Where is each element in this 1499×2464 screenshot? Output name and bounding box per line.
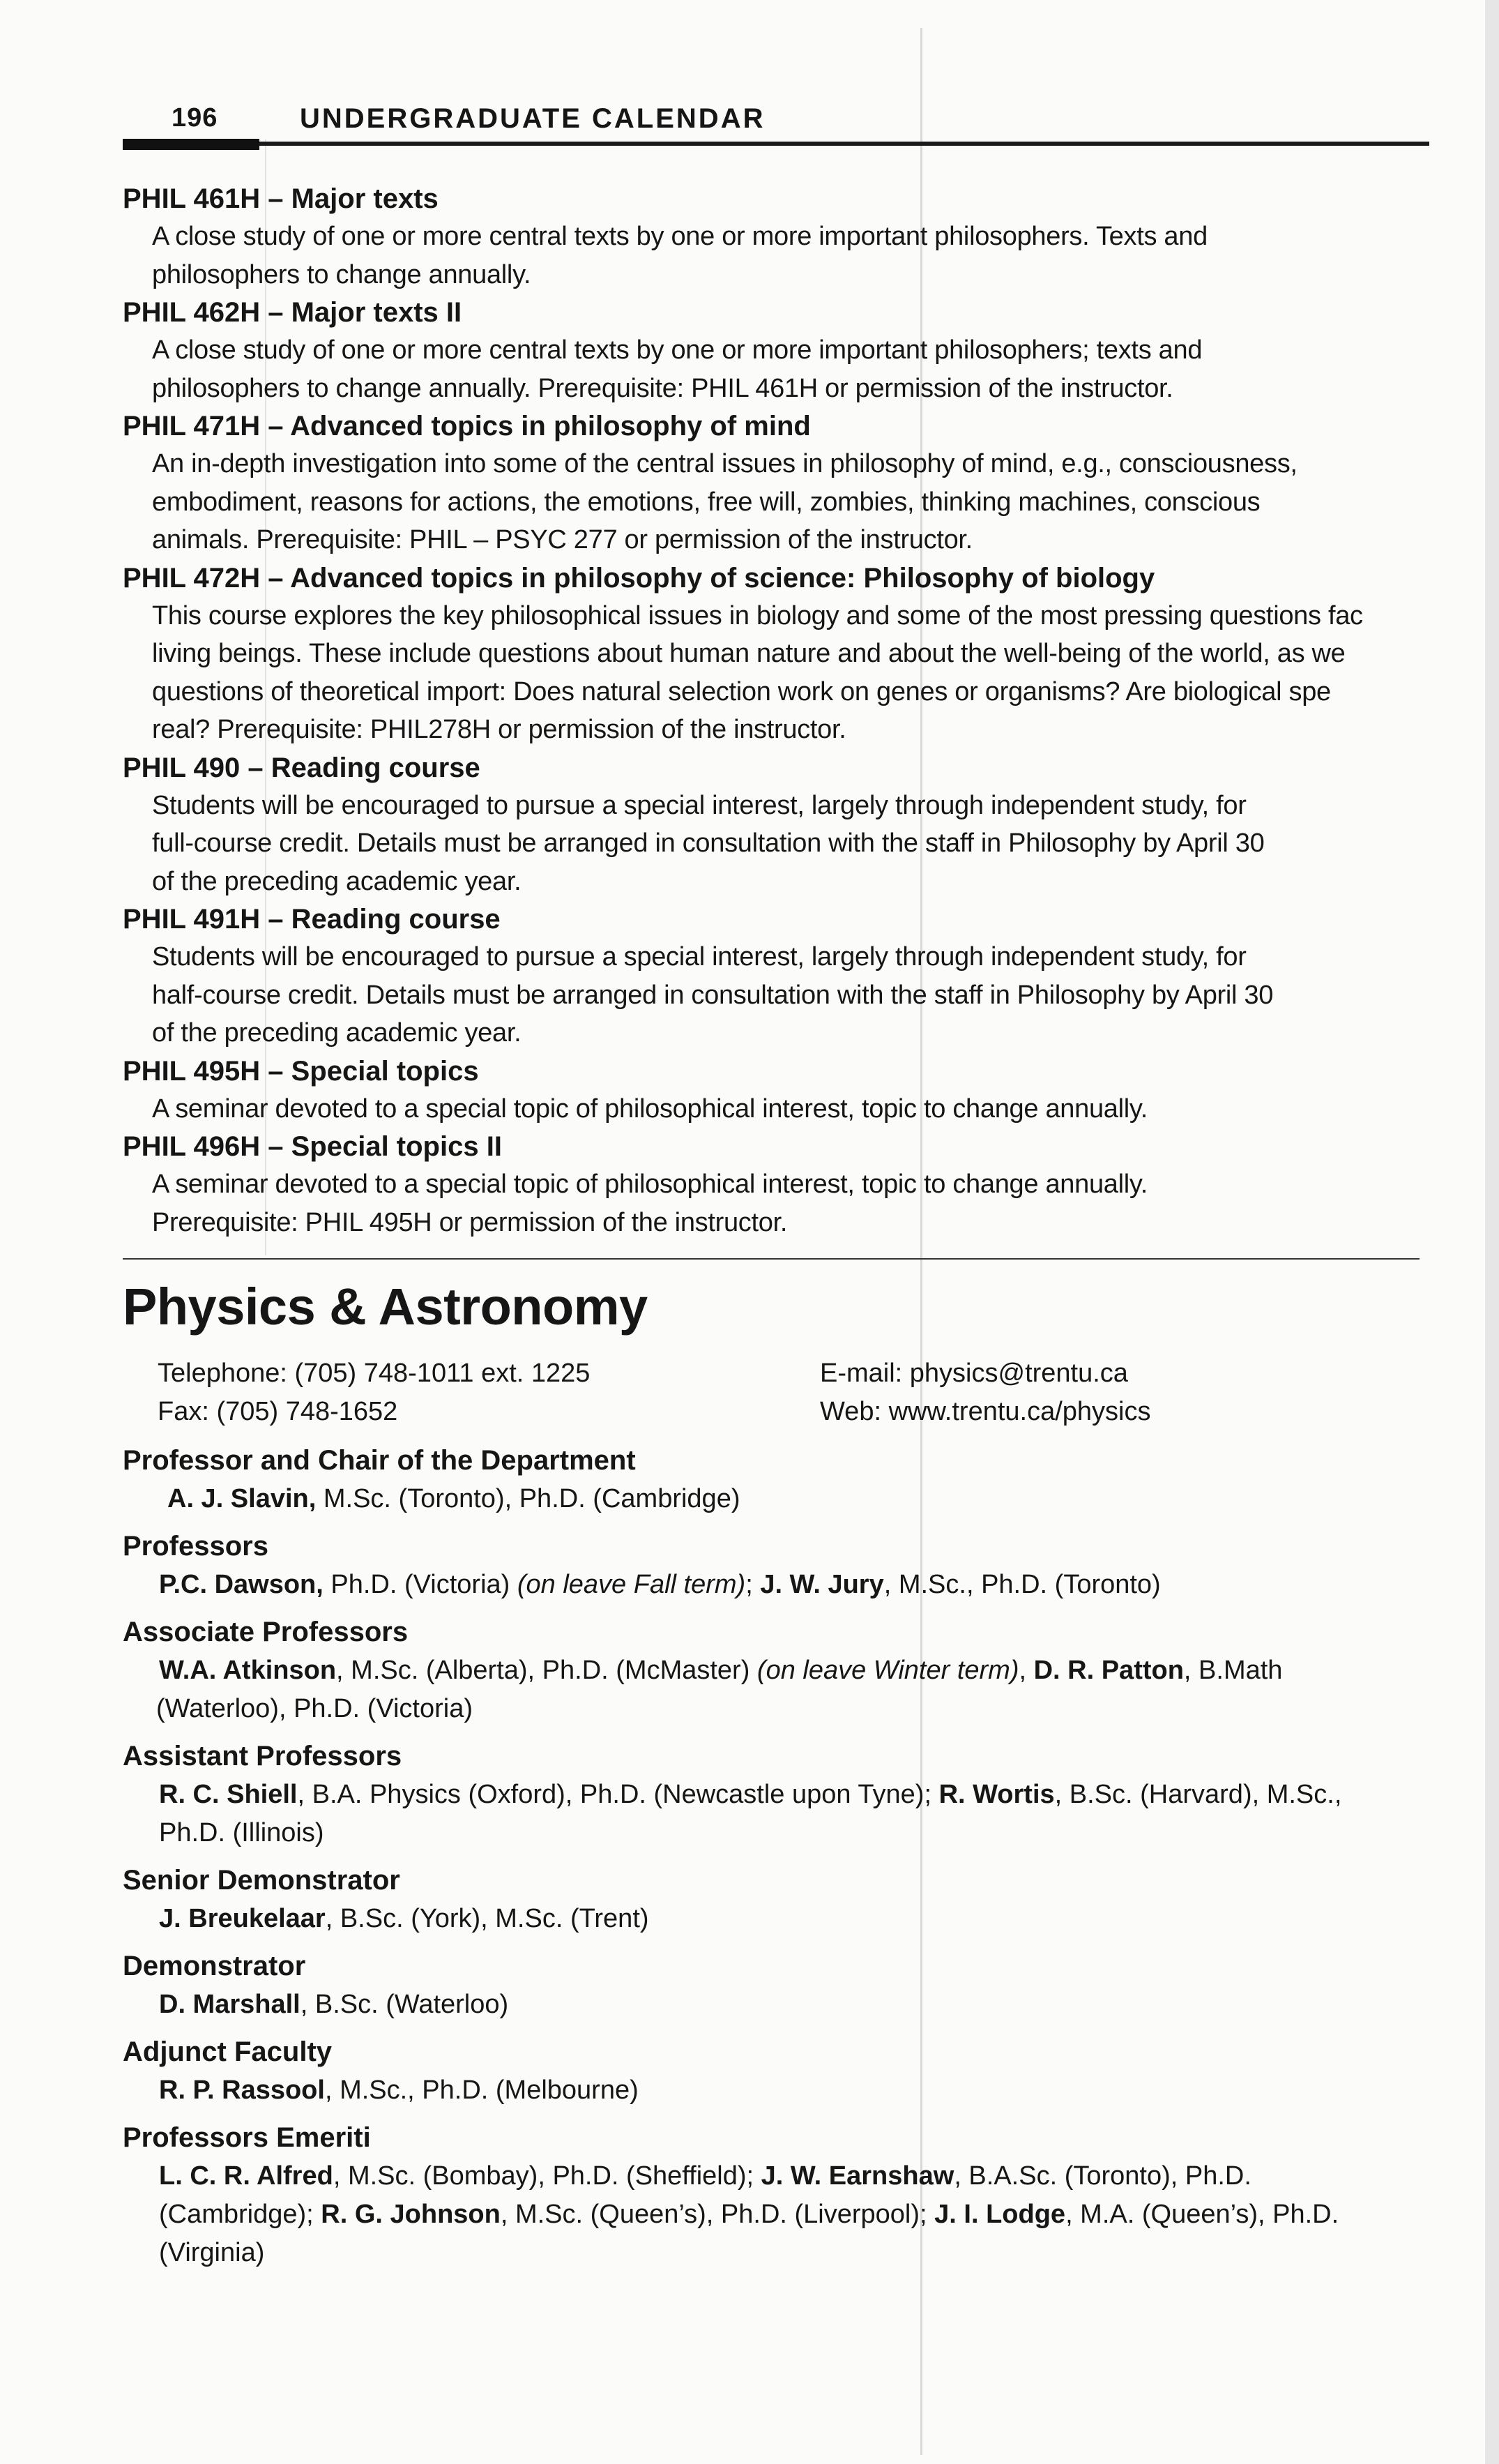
course-title: PHIL 490 – Reading course	[123, 752, 480, 783]
leave-note: (on leave Winter term)	[756, 1656, 1019, 1685]
faculty-group-title: Senior Demonstrator	[123, 1865, 400, 1896]
website: Web: www.trentu.ca/physics	[820, 1397, 1151, 1426]
course-title: PHIL 472H – Advanced topics in philosophy of science: Philosophy of biology	[123, 562, 1155, 594]
faculty-credentials: , B.Sc. (Harvard), M.Sc.,	[1054, 1780, 1342, 1809]
fax: Fax: (705) 748-1652	[158, 1397, 398, 1426]
faculty-credentials: , B.Sc. (Waterloo)	[300, 1990, 509, 2019]
contact-phone-fax	[158, 1354, 590, 1431]
faculty-members	[123, 1652, 1471, 1728]
header-rule-accent	[123, 139, 259, 150]
faculty-credentials: (Waterloo), Ph.D. (Victoria)	[156, 1694, 473, 1723]
faculty-group-title: Associate Professors	[123, 1617, 409, 1647]
faculty-group-title: Professors	[123, 1531, 268, 1562]
description-line: A seminar devoted to a special topic of philosophical interest, topic to change annually.	[152, 1094, 1148, 1124]
page-edge-shadow	[1485, 0, 1499, 2464]
faculty-name: P.C. Dawson,	[159, 1570, 324, 1599]
course-description	[123, 938, 1471, 1052]
course-description	[123, 1165, 1471, 1241]
faculty-group-title: Adjunct Faculty	[123, 2036, 333, 2067]
faculty-credentials: , M.Sc. (Queen’s), Ph.D. (Liverpool);	[500, 2200, 935, 2229]
course-entry	[123, 180, 1471, 294]
department-title: Physics & Astronomy	[123, 1278, 648, 1336]
faculty-credentials: (Virginia)	[159, 2238, 265, 2267]
faculty-name: R. P. Rassool	[159, 2076, 325, 2105]
faculty-credentials: , M.A. (Queen’s), Ph.D.	[1065, 2200, 1339, 2229]
contact-online	[820, 1354, 1150, 1431]
description-line: animals. Prerequisite: PHIL – PSYC 277 or permission of the instructor.	[152, 525, 973, 554]
faculty-credentials: , M.Sc., Ph.D. (Melbourne)	[324, 2076, 639, 2105]
faculty-members	[123, 2157, 1471, 2272]
separator: ;	[745, 1570, 761, 1599]
description-line: of the preceding academic year.	[152, 1018, 522, 1048]
course-description	[123, 218, 1471, 294]
description-line: embodiment, reasons for actions, the emotions, free will, zombies, thinking machines, conscious	[152, 487, 1261, 517]
faculty-credentials: Ph.D. (Victoria)	[323, 1570, 517, 1599]
faculty-credentials: , M.Sc. (Bombay), Ph.D. (Sheffield);	[333, 2161, 761, 2191]
description-line: Students will be encouraged to pursue a special interest, largely through independent study, for	[152, 942, 1247, 972]
faculty-name: W.A. Atkinson	[159, 1656, 337, 1685]
faculty-members	[123, 1480, 1471, 1518]
course-title: PHIL 491H – Reading course	[123, 904, 501, 935]
faculty-members	[123, 1986, 1471, 2024]
faculty-members	[123, 1566, 1471, 1604]
description-line: full-course credit. Details must be arranged in consultation with the staff in Philosophy by April 30	[152, 829, 1265, 858]
leave-note: (on leave Fall term)	[517, 1570, 746, 1599]
faculty-credentials: Ph.D. (Illinois)	[159, 1818, 324, 1847]
faculty-credentials: , B.A.Sc. (Toronto), Ph.D.	[954, 2161, 1251, 2191]
description-line: An in-depth investigation into some of the central issues in philosophy of mind, e.g., consciousness,	[152, 449, 1298, 478]
faculty-name: R. Wortis	[938, 1780, 1055, 1809]
description-line: philosophers to change annually.	[152, 259, 531, 289]
description-line: of the preceding academic year.	[152, 866, 522, 896]
description-line: A seminar devoted to a special topic of philosophical interest, topic to change annually.	[152, 1170, 1148, 1199]
course-title: PHIL 462H – Major texts II	[123, 297, 462, 328]
description-line: living beings. These include questions about human nature and about the well-being of the world, as we	[152, 639, 1346, 668]
header-rule	[123, 142, 1429, 146]
course-entry	[123, 407, 1471, 559]
course-title: PHIL 496H – Special topics II	[123, 1131, 502, 1162]
description-line: A close study of one or more central texts by one or more important philosophers; texts and	[152, 335, 1203, 365]
faculty-members-line	[159, 2195, 1471, 2234]
description-line: This course explores the key philosophical issues in biology and some of the most pressing questions fac	[152, 600, 1363, 630]
course-title: PHIL 471H – Advanced topics in philosophy of mind	[123, 411, 811, 441]
description-line: real? Prerequisite: PHIL278H or permission of the instructor.	[152, 715, 846, 744]
course-entry	[123, 559, 1471, 749]
faculty-credentials: , B.A. Physics (Oxford), Ph.D. (Newcastle upon Tyne);	[297, 1780, 939, 1809]
description-line: half-course credit. Details must be arranged in consultation with the staff in Philosophy by April 30	[152, 980, 1274, 1010]
department-contact	[123, 1354, 1471, 1433]
faculty-name: J. W. Earnshaw	[761, 2161, 954, 2191]
faculty-group-title: Demonstrator	[123, 1951, 306, 1981]
faculty-credentials: (Cambridge);	[159, 2200, 321, 2229]
faculty-credentials: , M.Sc. (Alberta), Ph.D. (McMaster)	[336, 1656, 757, 1685]
faculty-name: R. C. Shiell	[159, 1780, 298, 1809]
course-description	[123, 445, 1471, 559]
faculty-members	[123, 1776, 1471, 1852]
course-entry	[123, 1128, 1471, 1241]
description-line: philosophers to change annually. Prerequisite: PHIL 461H or permission of the instructor.	[152, 373, 1173, 403]
description-line: Prerequisite: PHIL 495H or permission of the instructor.	[152, 1207, 788, 1237]
faculty-name: A. J. Slavin,	[167, 1484, 317, 1513]
course-title: PHIL 461H – Major texts	[123, 183, 439, 214]
faculty-group-title: Assistant Professors	[123, 1741, 402, 1771]
page-content	[123, 180, 1471, 2272]
course-entry	[123, 294, 1471, 407]
separator: ,	[1019, 1656, 1034, 1685]
faculty-credentials: , M.Sc., Ph.D. (Toronto)	[883, 1570, 1161, 1599]
faculty-group-title: Professors Emeriti	[123, 2122, 371, 2153]
faculty-name: J. I. Lodge	[934, 2200, 1066, 2229]
course-description	[123, 331, 1471, 407]
faculty-name: R. G. Johnson	[321, 2200, 501, 2229]
course-entry	[123, 749, 1471, 901]
faculty-name: J. Breukelaar	[159, 1904, 326, 1933]
faculty-name: L. C. R. Alfred	[159, 2161, 333, 2191]
course-description	[123, 597, 1471, 749]
course-entry	[123, 900, 1471, 1052]
faculty-credentials: , B.Math	[1183, 1656, 1283, 1685]
description-line: questions of theoretical import: Does natural selection work on genes or organisms? Are biological spe	[152, 677, 1331, 706]
section-divider	[123, 1258, 1420, 1260]
description-line: Students will be encouraged to pursue a special interest, largely through independent study, for	[152, 790, 1247, 820]
running-head: UNDERGRADUATE CALENDAR	[300, 103, 766, 134]
faculty-credentials: , B.Sc. (York), M.Sc. (Trent)	[325, 1904, 649, 1933]
faculty-group-title: Professor and Chair of the Department	[123, 1445, 636, 1476]
course-description	[123, 787, 1471, 901]
course-description	[123, 1090, 1471, 1128]
telephone: Telephone: (705) 748-1011 ext. 1225	[158, 1359, 591, 1388]
faculty-name: J. W. Jury	[760, 1570, 884, 1599]
email: E-mail: physics@trentu.ca	[820, 1359, 1128, 1388]
faculty-name: D. Marshall	[159, 1990, 300, 2019]
course-entry	[123, 1052, 1471, 1128]
course-title: PHIL 495H – Special topics	[123, 1055, 479, 1087]
page-number: 196	[172, 103, 218, 133]
faculty-name: D. R. Patton	[1033, 1656, 1184, 1685]
faculty-members	[123, 2071, 1471, 2110]
description-line: A close study of one or more central texts by one or more important philosophers. Texts and	[152, 222, 1208, 251]
faculty-credentials: M.Sc. (Toronto), Ph.D. (Cambridge)	[316, 1484, 740, 1513]
page-header	[123, 98, 1429, 146]
faculty-members	[123, 1900, 1471, 1938]
